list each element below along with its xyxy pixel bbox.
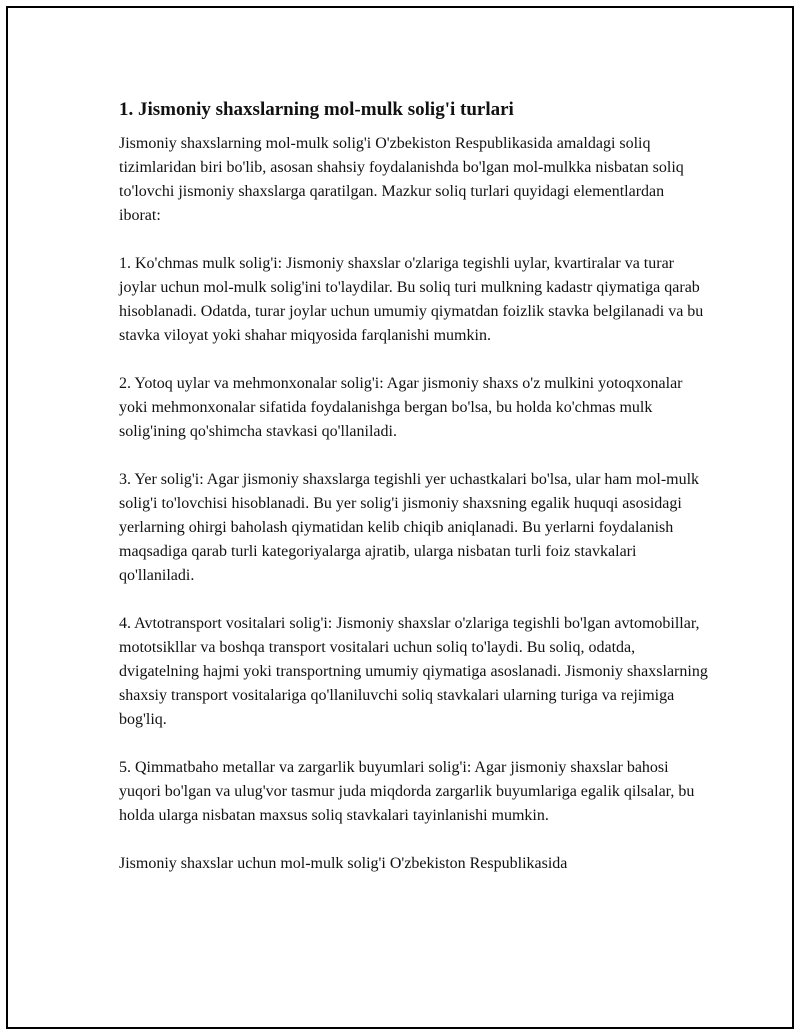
page-frame	[6, 6, 794, 1029]
paragraph-hotel-tax: 2. Yotoq uylar va mehmonxonalar solig'i: Agar jismoniy shaxs o'z mulkini yotoqxonalar yoki mehmonxonalar sifatida foydalanishga bergan bo'lsa, bu holda ko'chmas mulk solig'ining qo'shimcha stavkasi qo'llaniladi.	[119, 375, 683, 440]
section-title: 1. Jismoniy shaxslarning mol-mulk solig'i turlari	[119, 99, 514, 120]
intro-paragraph: Jismoniy shaxslarning mol-mulk solig'i O'zbekiston Respublikasida amaldagi soliq tizimlaridan biri bo'lib, asosan shahsiy foydalanishda bo'lgan mol-mulkka nisbatan soliq to'lovchi jismoniy shaxslarga qaratilgan. Mazkur soliq turlari quyidagi elementlardan iborat:	[119, 135, 684, 224]
paragraph-jewelry-tax: 5. Qimmatbaho metallar va zargarlik buyumlari solig'i: Agar jismoniy shaxslar bahosi yuqori bo'lgan va ulug'vor tasmur juda miqdorda zargarlik buyumlariga egalik qilsalar, bu holda ularga nisbatan maxsus soliq stavkalari tayinlanishi mumkin.	[119, 759, 695, 824]
paragraph-vehicle-tax: 4. Avtotransport vositalari solig'i: Jismoniy shaxslar o'zlariga tegishli bo'lgan avtomobillar, mototsikllar va boshqa transport vositalari uchun soliq to'laydi. Bu soliq, odatda, dvigatelning hajmi yoki transportning umumiy qiymatiga asoslanadi. Jismoniy shaxslarning shaxsiy transport vositalariga qo'llaniluvchi soliq stavkalari ularning turiga va rejimiga bog'liq.	[119, 615, 708, 728]
document-body	[119, 98, 709, 900]
closing-paragraph: Jismoniy shaxslar uchun mol-mulk solig'i O'zbekiston Respublikasida	[119, 855, 568, 872]
paragraph-land-tax: 3. Yer solig'i: Agar jismoniy shaxslarga tegishli yer uchastkalari bo'lsa, ular ham mol-mulk solig'i to'lovchisi hisoblanadi. Bu yer solig'i jismoniy shaxsning egalik huquqi asosidagi yerlarning ohirgi baholash qiymatidan kelib chiqib aniqlanadi. Bu yerlarni foydalanish maqsadiga qarab turli kategoriyalarga ajratib, ularga nisbatan turli foiz stavkalari qo'llaniladi.	[119, 471, 700, 584]
paragraph-real-estate-tax: 1. Ko'chmas mulk solig'i: Jismoniy shaxslar o'zlariga tegishli uylar, kvartiralar va turar joylar uchun mol-mulk solig'ini to'laydilar. Bu soliq turi mulkning kadastr qiymatiga qarab hisoblanadi. Odatda, turar joylar uchun umumiy qiymatdan foizlik stavka belgilanadi va bu stavka viloyat yoki shahar miqyosida farqlanishi mumkin.	[119, 255, 704, 344]
